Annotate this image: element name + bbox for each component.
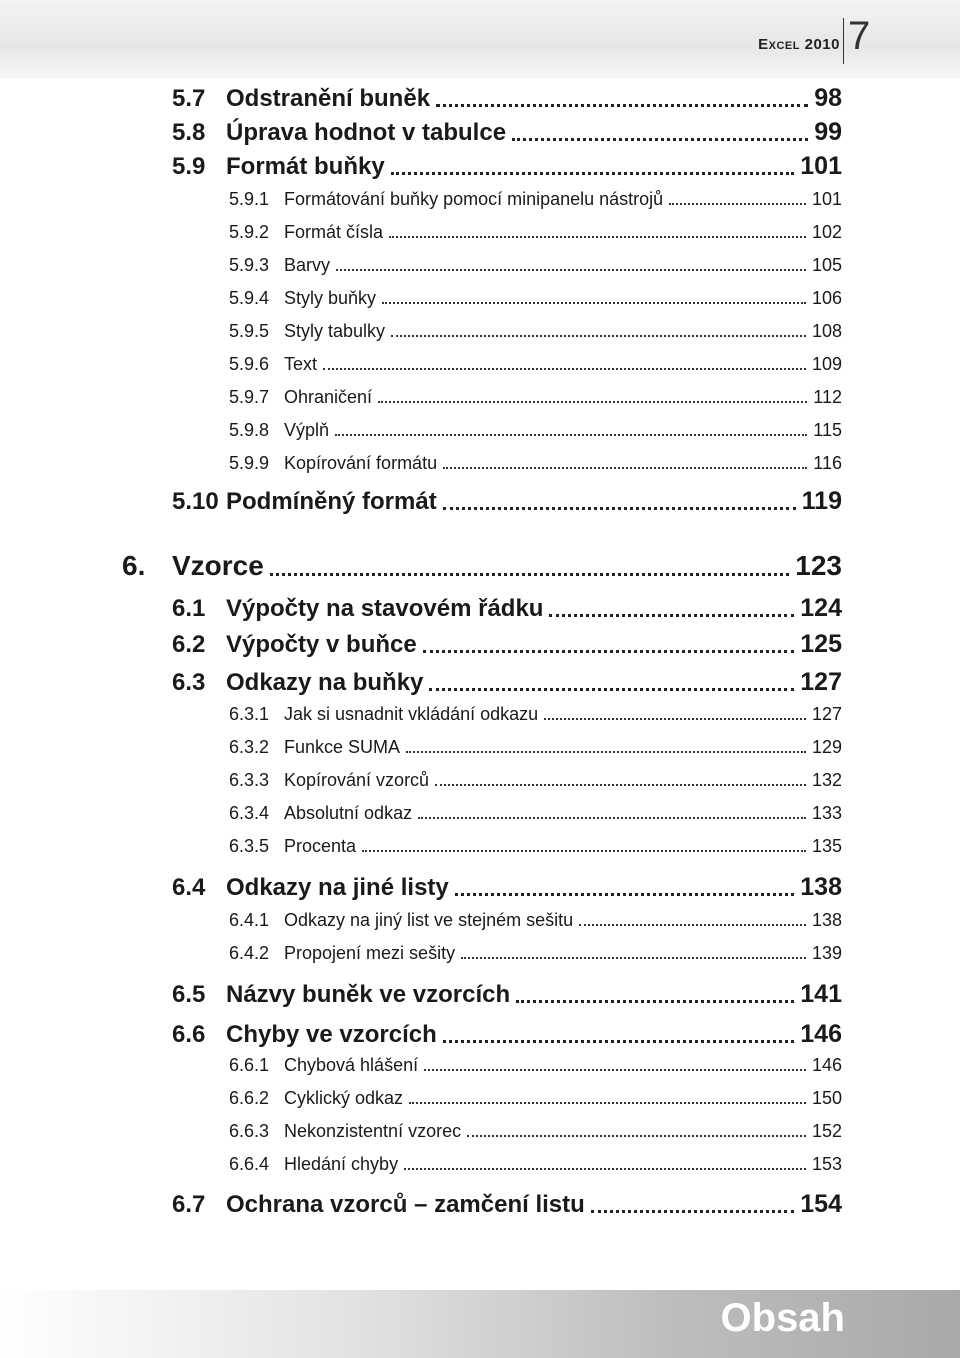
toc-entry xyxy=(229,737,842,758)
toc-entry-title: Hledání chyby xyxy=(284,1154,399,1174)
toc-entry xyxy=(229,1121,842,1142)
toc-entry-number: 5.9.8 xyxy=(229,420,270,440)
toc-entry-title: Formátování buňky pomocí minipanelu nástrojů xyxy=(284,189,664,209)
toc-entry-page: 98 xyxy=(814,84,842,112)
toc-entry-page: 154 xyxy=(800,1190,842,1218)
toc-entry-page: 119 xyxy=(801,487,842,515)
toc-entry xyxy=(229,770,842,791)
toc-entry-title: Barvy xyxy=(284,255,331,275)
toc-entry-page: 138 xyxy=(800,873,842,901)
toc-entry-number: 6.6.4 xyxy=(229,1154,270,1174)
toc-entry-page: 138 xyxy=(811,910,842,930)
book-title: Excel 2010 xyxy=(758,36,840,53)
toc-entry xyxy=(229,222,842,243)
toc-entry xyxy=(172,1020,842,1049)
toc-entry-page: 109 xyxy=(811,354,842,374)
toc-entry-page: 146 xyxy=(811,1055,842,1075)
toc-entry-number: 6.7 xyxy=(172,1191,206,1218)
toc-entry xyxy=(172,980,842,1009)
toc-entry-number: 6.2 xyxy=(172,631,206,658)
toc-entry-title: Odstranění buněk xyxy=(226,85,431,112)
page-number: 7 xyxy=(848,14,871,58)
dot-leader xyxy=(378,401,807,403)
toc-entry-page: 101 xyxy=(811,189,842,209)
toc-entry-page: 99 xyxy=(814,118,842,146)
toc-entry xyxy=(229,387,842,408)
dot-leader xyxy=(423,650,795,653)
section-label: Obsah xyxy=(720,1296,845,1340)
toc-entry-title: Ohraničení xyxy=(284,387,373,407)
toc-entry-title: Nekonzistentní vzorec xyxy=(284,1121,462,1141)
toc-entry-title: Kopírování vzorců xyxy=(284,770,430,790)
toc-entry xyxy=(172,118,842,147)
toc-entry xyxy=(229,255,842,276)
toc-entry xyxy=(172,630,842,659)
toc-entry-page: 123 xyxy=(795,550,842,581)
toc-entry-title: Kopírování formátu xyxy=(284,453,438,473)
toc-entry-number: 5.9 xyxy=(172,153,206,180)
toc-entry xyxy=(229,1088,842,1109)
toc-entry-number: 5.7 xyxy=(172,85,206,112)
toc-entry-number: 5.9.6 xyxy=(229,354,270,374)
toc-entry-page: 125 xyxy=(800,630,842,658)
toc-entry xyxy=(229,189,842,210)
toc-entry-number: 6.6.2 xyxy=(229,1088,270,1108)
dot-leader xyxy=(436,104,808,107)
toc-entry-title: Styly tabulky xyxy=(284,321,386,341)
toc-entry-page: 115 xyxy=(813,420,842,440)
toc-entry-title: Úprava hodnot v tabulce xyxy=(226,119,507,146)
toc-entry-title: Názvy buněk ve vzorcích xyxy=(226,981,511,1008)
toc-entry-page: 101 xyxy=(800,152,842,180)
toc-entry-title: Podmíněný formát xyxy=(226,488,437,515)
toc-entry-title: Formát čísla xyxy=(284,222,384,242)
dot-leader xyxy=(512,138,808,141)
toc-entry xyxy=(229,704,842,725)
toc-entry-page: 141 xyxy=(800,980,842,1008)
dot-leader xyxy=(467,1135,806,1137)
toc-entry xyxy=(172,668,842,697)
dot-leader xyxy=(579,924,806,926)
toc-entry-page: 112 xyxy=(813,387,842,407)
toc-entry-title: Chybová hlášení xyxy=(284,1055,419,1075)
dot-leader xyxy=(424,1069,806,1071)
toc-entry-number: 6.4 xyxy=(172,874,206,901)
dot-leader xyxy=(418,817,806,819)
toc-entry-title: Odkazy na jiný list ve stejném sešitu xyxy=(284,910,574,930)
dot-leader xyxy=(544,718,806,720)
dot-leader xyxy=(591,1210,794,1213)
toc-entry-number: 6. xyxy=(122,550,146,581)
toc-entry-page: 146 xyxy=(800,1020,842,1048)
toc-entry-title: Text xyxy=(284,354,318,374)
toc-entry xyxy=(229,1055,842,1076)
dot-leader xyxy=(455,893,795,896)
toc-entry-number: 6.5 xyxy=(172,981,206,1008)
dot-leader xyxy=(391,172,795,175)
dot-leader xyxy=(382,302,806,304)
toc-entry-number: 5.8 xyxy=(172,119,206,146)
toc-entry xyxy=(229,453,842,474)
toc-entry-number: 6.4.2 xyxy=(229,943,270,963)
toc-entry-title: Jak si usnadnit vkládání odkazu xyxy=(284,704,539,724)
toc-entry xyxy=(172,487,842,516)
toc-entry-page: 152 xyxy=(811,1121,842,1141)
toc-entry-number: 6.3.3 xyxy=(229,770,270,790)
toc-entry-title: Odkazy na buňky xyxy=(226,669,424,696)
dot-leader xyxy=(409,1102,806,1104)
toc-entry-title: Vzorce xyxy=(172,550,264,581)
dot-leader xyxy=(429,688,794,691)
dot-leader xyxy=(389,236,806,238)
dot-leader xyxy=(549,614,794,617)
toc-entry-title: Funkce SUMA xyxy=(284,737,401,757)
dot-leader xyxy=(362,850,806,852)
toc-entry-title: Odkazy na jiné listy xyxy=(226,874,449,901)
toc-entry-page: 153 xyxy=(811,1154,842,1174)
toc-entry-title: Výpočty na stavovém řádku xyxy=(226,595,544,622)
dot-leader xyxy=(443,507,796,510)
toc-entry xyxy=(229,354,842,375)
toc-entry xyxy=(229,321,842,342)
toc-entry-number: 5.9.7 xyxy=(229,387,270,407)
toc-entry-number: 6.3.2 xyxy=(229,737,270,757)
toc-entry xyxy=(229,910,842,931)
toc-entry xyxy=(122,550,842,582)
toc-entry-title: Styly buňky xyxy=(284,288,377,308)
toc-entry-page: 132 xyxy=(811,770,842,790)
dot-leader xyxy=(443,1040,795,1043)
toc-entry-page: 139 xyxy=(811,943,842,963)
toc-entry xyxy=(229,803,842,824)
toc-entry-page: 106 xyxy=(811,288,842,308)
toc-entry-number: 6.6.1 xyxy=(229,1055,270,1075)
dot-leader xyxy=(443,467,807,469)
toc-entry xyxy=(172,1190,842,1219)
toc-entry-title: Ochrana vzorců – zamčení listu xyxy=(226,1191,585,1218)
dot-leader xyxy=(406,751,806,753)
header-divider xyxy=(843,18,844,64)
toc-entry-number: 5.9.4 xyxy=(229,288,270,308)
toc-entry-page: 108 xyxy=(811,321,842,341)
toc-entry-page: 116 xyxy=(813,453,842,473)
toc-entry-title: Propojení mezi sešity xyxy=(284,943,456,963)
dot-leader xyxy=(669,203,806,205)
toc-entry xyxy=(229,420,842,441)
toc-entry-title: Chyby ve vzorcích xyxy=(226,1021,437,1048)
toc-entry-title: Cyklický odkaz xyxy=(284,1088,404,1108)
toc-entry xyxy=(229,1154,842,1175)
toc-entry-page: 135 xyxy=(811,836,842,856)
toc-entry-number: 6.6 xyxy=(172,1021,206,1048)
toc-entry-title: Výpočty v buňce xyxy=(226,631,417,658)
toc-entry-number: 6.6.3 xyxy=(229,1121,270,1141)
toc-entry-page: 124 xyxy=(800,594,842,622)
toc-entry-number: 5.9.2 xyxy=(229,222,270,242)
toc-entry xyxy=(172,152,842,181)
toc-entry-title: Výplň xyxy=(284,420,330,440)
toc-entry xyxy=(229,836,842,857)
toc-entry xyxy=(229,288,842,309)
toc-entry-number: 6.3.1 xyxy=(229,704,270,724)
toc-entry-number: 5.9.5 xyxy=(229,321,270,341)
toc-entry-number: 5.9.9 xyxy=(229,453,270,473)
dot-leader xyxy=(323,368,806,370)
toc-entry xyxy=(172,594,842,623)
toc-entry-number: 5.10 xyxy=(172,488,219,515)
toc-entry-number: 6.3.4 xyxy=(229,803,270,823)
toc-entry-number: 6.1 xyxy=(172,595,206,622)
toc-entry-title: Formát buňky xyxy=(226,153,385,180)
toc-entry-title: Absolutní odkaz xyxy=(284,803,413,823)
toc-entry-number: 6.3 xyxy=(172,669,206,696)
toc-entry-page: 105 xyxy=(811,255,842,275)
toc-entry-page: 102 xyxy=(811,222,842,242)
toc-entry-title: Procenta xyxy=(284,836,357,856)
dot-leader xyxy=(391,335,806,337)
dot-leader xyxy=(435,784,806,786)
toc-entry xyxy=(172,84,842,113)
dot-leader xyxy=(404,1168,806,1170)
toc-entry xyxy=(229,943,842,964)
dot-leader xyxy=(516,1000,794,1003)
toc-entry-page: 133 xyxy=(811,803,842,823)
dot-leader xyxy=(335,434,807,436)
toc-entry-page: 129 xyxy=(811,737,842,757)
dot-leader xyxy=(270,573,789,576)
toc-entry xyxy=(172,873,842,902)
dot-leader xyxy=(461,957,806,959)
toc-entry-number: 5.9.3 xyxy=(229,255,270,275)
toc-entry-page: 127 xyxy=(800,668,842,696)
toc-entry-number: 6.3.5 xyxy=(229,836,270,856)
toc-entry-page: 150 xyxy=(811,1088,842,1108)
toc-entry-number: 5.9.1 xyxy=(229,189,270,209)
toc-entry-page: 127 xyxy=(811,704,842,724)
toc-entry-number: 6.4.1 xyxy=(229,910,270,930)
dot-leader xyxy=(336,269,806,271)
